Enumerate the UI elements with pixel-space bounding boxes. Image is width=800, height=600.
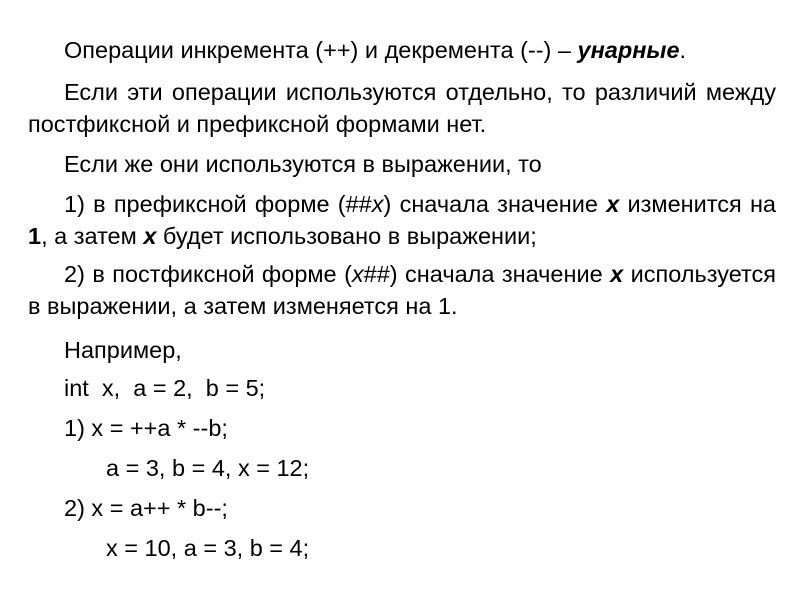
postfix-text-b: ##) сначала значение: [363, 261, 611, 287]
prefix-text-e: будет использовано в выражении;: [156, 223, 537, 249]
postfix-text-c: используется в выражении, а затем изменяется на 1.: [28, 261, 776, 319]
paragraph-unary-operators: [28, 34, 776, 66]
prefix-text-a: 1) в префиксной форме (##: [64, 191, 372, 217]
example-case-1: 1) x = ++a * --b;: [64, 415, 228, 441]
prefix-text-d: , а затем: [41, 223, 144, 249]
example-heading: Например,: [64, 337, 182, 363]
example-result-2: x = 10, a = 3, b = 4;: [106, 535, 310, 561]
prefix-var-x-2: x: [606, 191, 620, 217]
example-case-2: 2) x = a++ * b--;: [64, 495, 228, 521]
prefix-text-b: ) сначала значение: [383, 191, 607, 217]
postfix-var-x-2: x: [610, 261, 624, 287]
prefix-one: 1: [28, 223, 42, 249]
prefix-text-c: изменится на: [619, 191, 776, 217]
paragraph-postfix-form: [28, 258, 776, 322]
postfix-text-a: 2) в постфиксной форме (: [64, 261, 352, 287]
unary-emphasis: унарные: [577, 37, 680, 63]
postfix-var-x-1: x: [351, 261, 364, 287]
example-declaration: int x, a = 2, b = 5;: [64, 375, 266, 401]
paragraph-separate-usage: Если эти операции используются отдельно, то различий между постфиксной и префиксной формами нет.: [28, 79, 776, 137]
prefix-var-x-3: x: [143, 223, 157, 249]
unary-period: .: [679, 37, 687, 63]
paragraph-prefix-form: [28, 188, 776, 252]
example-result-1: a = 3, b = 4, x = 12;: [106, 455, 310, 481]
paragraph-in-expression: Если же они используются в выражении, то: [64, 151, 542, 177]
unary-intro-text: Операции инкремента (++) и декремента (--) –: [64, 37, 578, 63]
prefix-var-x-1: x: [371, 191, 384, 217]
